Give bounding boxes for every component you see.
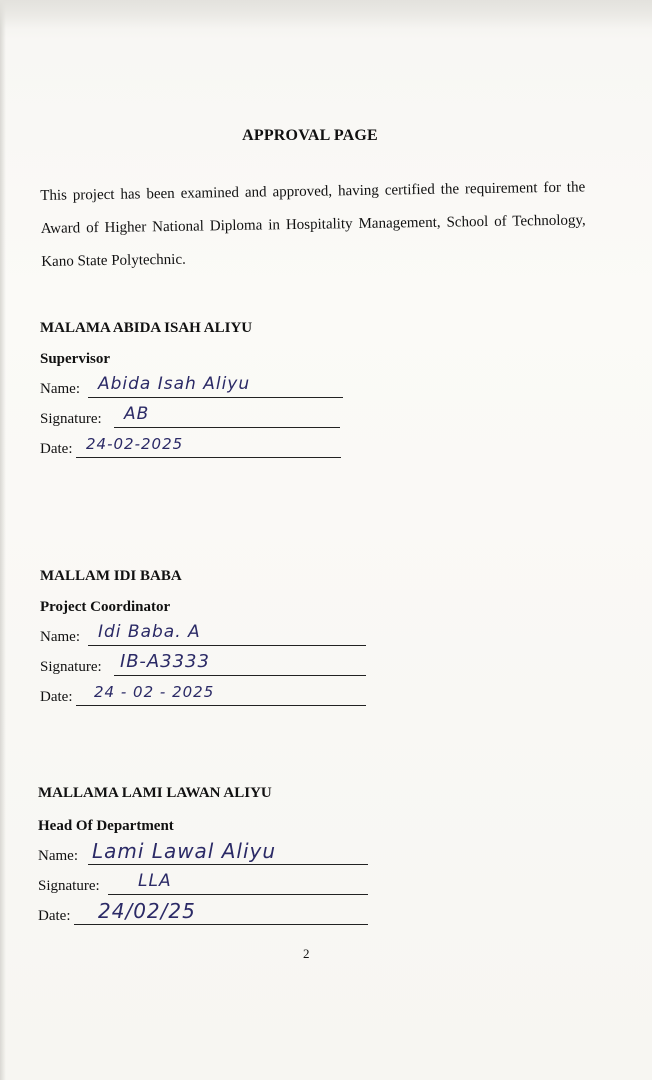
date-row xyxy=(40,682,370,712)
name-row xyxy=(40,374,350,404)
approver-supervisor xyxy=(40,313,350,464)
handwritten-name: Abida Isah Aliyu xyxy=(98,374,251,394)
approver-project-coordinator xyxy=(40,561,370,712)
name-row xyxy=(38,841,373,871)
signature-row xyxy=(38,871,373,901)
handwritten-date: 24/02/25 xyxy=(98,899,196,923)
name-label: Name: xyxy=(38,848,78,864)
name-label: Name: xyxy=(40,629,80,645)
page-title: APPROVAL PAGE xyxy=(242,127,378,144)
handwritten-date: 24 - 02 - 2025 xyxy=(94,683,215,701)
handwritten-name: Idi Baba. A xyxy=(98,622,201,642)
date-row xyxy=(38,901,373,931)
approver-role: Head Of Department xyxy=(38,818,174,834)
approver-role: Project Coordinator xyxy=(40,599,171,615)
approver-name-heading: MALLAM IDI BABA xyxy=(40,568,182,584)
approver-name-heading: MALLAMA LAMI LAWAN ALIYU xyxy=(38,785,272,801)
handwritten-signature: LLA xyxy=(138,871,172,891)
date-label: Date: xyxy=(40,441,73,457)
handwritten-date: 24-02-2025 xyxy=(86,435,184,453)
approver-name-heading: MALAMA ABIDA ISAH ALIYU xyxy=(40,320,253,336)
page-edge-shadow xyxy=(0,0,6,1080)
approval-statement: This project has been examined and approved, having certified the requirement for the Award of Higher National Diploma in Hospitality Management, School of Technology, Kano State Polytechnic. xyxy=(40,179,586,270)
approver-head-of-department xyxy=(38,778,373,931)
page-top-shadow xyxy=(0,0,652,28)
signature-label: Signature: xyxy=(40,411,102,427)
page-number: 2 xyxy=(303,946,310,961)
handwritten-signature: IB-A3333 xyxy=(120,651,210,672)
name-label: Name: xyxy=(40,381,80,397)
signature-label: Signature: xyxy=(40,659,102,675)
date-label: Date: xyxy=(40,689,73,705)
date-row xyxy=(40,434,350,464)
date-label: Date: xyxy=(38,908,71,924)
handwritten-signature: AB xyxy=(124,404,150,424)
approver-role: Supervisor xyxy=(40,351,111,367)
signature-label: Signature: xyxy=(38,878,100,894)
handwritten-name: Lami Lawal Aliyu xyxy=(92,839,277,863)
